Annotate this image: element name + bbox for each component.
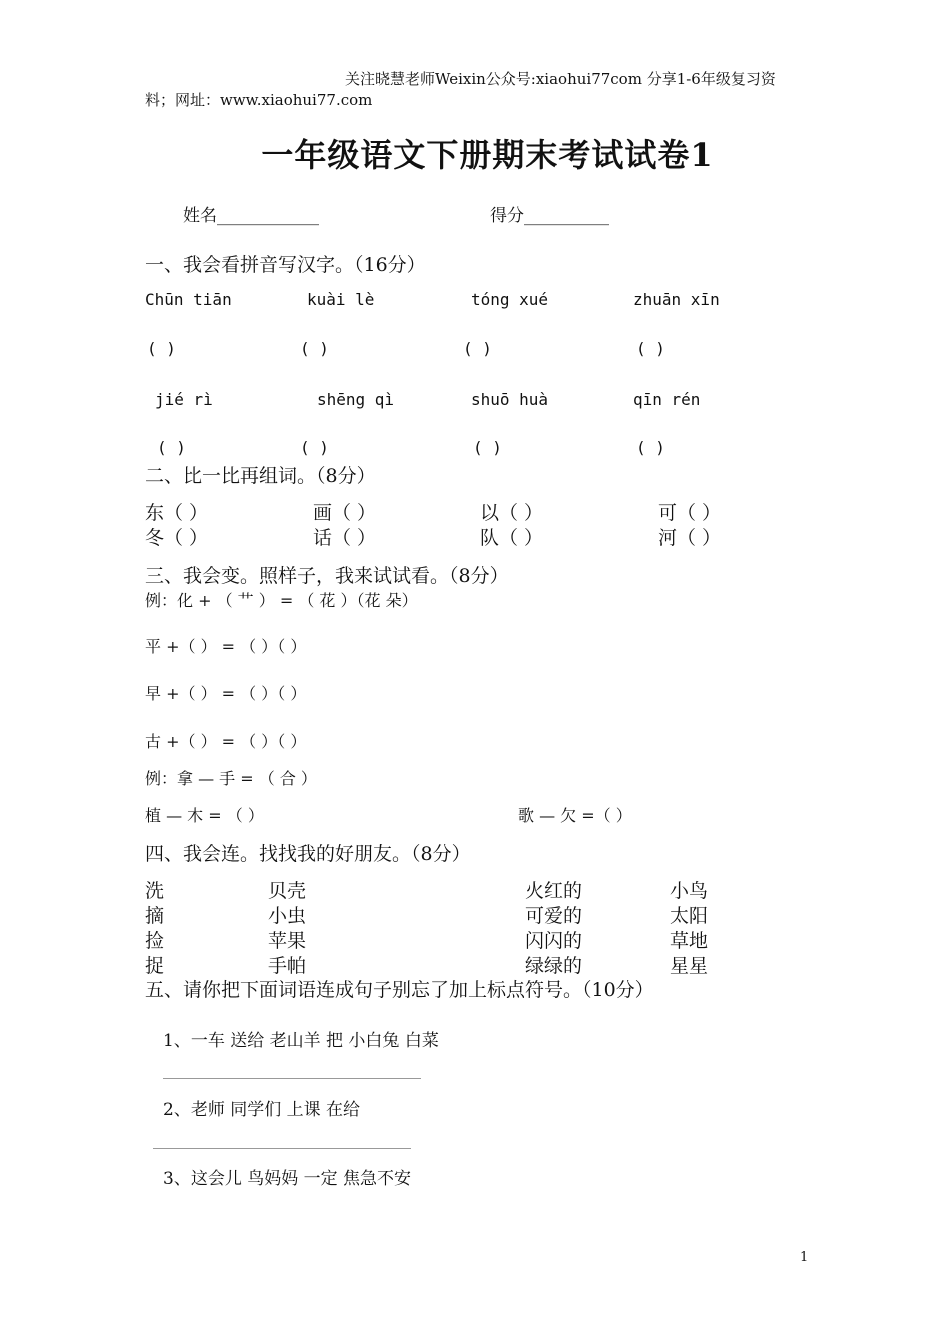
header-line-1: 关注晓慧老师Weixin公众号:xiaohui77com 分享1-6年级复习资 xyxy=(345,70,776,88)
answer-blank: ( ) xyxy=(473,438,502,457)
sentence-question-1: 1、一车 送给 老山羊 把 小白兔 白菜 xyxy=(163,1031,439,1051)
verb-item: 捉 xyxy=(145,955,165,977)
compare-item: 东（ ） xyxy=(145,502,209,524)
adjective-item: 闪闪的 xyxy=(525,930,583,952)
sentence-question-2: 2、老师 同学们 上课 在给 xyxy=(163,1100,361,1120)
example-2: 例：拿 — 手 = （ 合 ） xyxy=(145,769,317,788)
answer-blank: ( ) xyxy=(157,438,186,457)
compare-item: 河（ ） xyxy=(658,527,722,549)
compare-item: 话（ ） xyxy=(313,527,377,549)
pinyin-5: jié rì xyxy=(155,390,213,409)
compare-item: 可（ ） xyxy=(658,502,722,524)
pinyin-6: shēng qì xyxy=(317,390,395,409)
compare-item: 画（ ） xyxy=(313,502,377,524)
answer-blank: ( ) xyxy=(300,438,329,457)
answer-blank: ( ) xyxy=(463,339,492,358)
pinyin-7: shuō huà xyxy=(471,390,549,409)
object-item: 太阳 xyxy=(670,905,709,927)
object-item: 草地 xyxy=(670,930,709,952)
section-3-heading: 三、我会变。照样子，我来试试看。（8分） xyxy=(145,565,509,587)
transform-line: 古 +（ ） = （ ）（ ） xyxy=(145,732,307,751)
subtract-line-left: 植 — 木 = （ ） xyxy=(145,806,264,825)
compare-item: 队（ ） xyxy=(480,527,544,549)
adjective-item: 可爱的 xyxy=(525,905,583,927)
object-item: 小鸟 xyxy=(670,880,709,902)
answer-blank: ( ) xyxy=(636,438,665,457)
pinyin-3: tóng xué xyxy=(471,290,549,309)
verb-item: 摘 xyxy=(145,905,165,927)
page-number: 1 xyxy=(800,1250,809,1265)
section-5-heading: 五、请你把下面词语连成句子别忘了加上标点符号。（10分） xyxy=(145,979,654,1001)
page-title: 一年级语文下册期末考试试卷1 xyxy=(261,136,714,174)
example-1: 例：化 + （ 艹 ） = （ 花 ）（花 朵） xyxy=(145,591,418,610)
compare-item: 冬（ ） xyxy=(145,527,209,549)
subtract-line-right: 歌 — 欠 =（ ） xyxy=(518,806,632,825)
pinyin-1: Chūn tiān xyxy=(145,290,232,309)
answer-line xyxy=(163,1078,421,1079)
adjective-item: 火红的 xyxy=(525,880,583,902)
object-item: 星星 xyxy=(670,955,709,977)
noun-item: 苹果 xyxy=(268,930,307,952)
score-field: 得分__________ xyxy=(490,206,609,226)
adjective-item: 绿绿的 xyxy=(525,955,583,977)
noun-item: 小虫 xyxy=(268,905,307,927)
pinyin-2: kuài lè xyxy=(307,290,375,309)
noun-item: 手帕 xyxy=(268,955,307,977)
verb-item: 洗 xyxy=(145,880,165,902)
section-1-heading: 一、我会看拼音写汉字。（16分） xyxy=(145,254,426,276)
verb-item: 捡 xyxy=(145,930,165,952)
pinyin-8: qīn rén xyxy=(633,390,701,409)
header-line-2: 料；网址：www.xiaohui77.com xyxy=(145,91,373,109)
name-field: 姓名____________ xyxy=(183,206,319,226)
answer-blank: ( ) xyxy=(300,339,329,358)
noun-item: 贝壳 xyxy=(268,880,307,902)
section-2-heading: 二、比一比再组词。（8分） xyxy=(145,465,376,487)
pinyin-4: zhuān xīn xyxy=(633,290,720,309)
answer-line xyxy=(153,1148,411,1149)
section-4-heading: 四、我会连。找找我的好朋友。（8分） xyxy=(145,843,471,865)
transform-line: 早 +（ ） = （ ）（ ） xyxy=(145,684,307,703)
answer-blank: ( ) xyxy=(636,339,665,358)
sentence-question-3: 3、这会儿 鸟妈妈 一定 焦急不安 xyxy=(163,1169,412,1189)
transform-line: 平 +（ ） = （ ）（ ） xyxy=(145,637,307,656)
compare-item: 以（ ） xyxy=(480,502,544,524)
answer-blank: ( ) xyxy=(147,339,176,358)
